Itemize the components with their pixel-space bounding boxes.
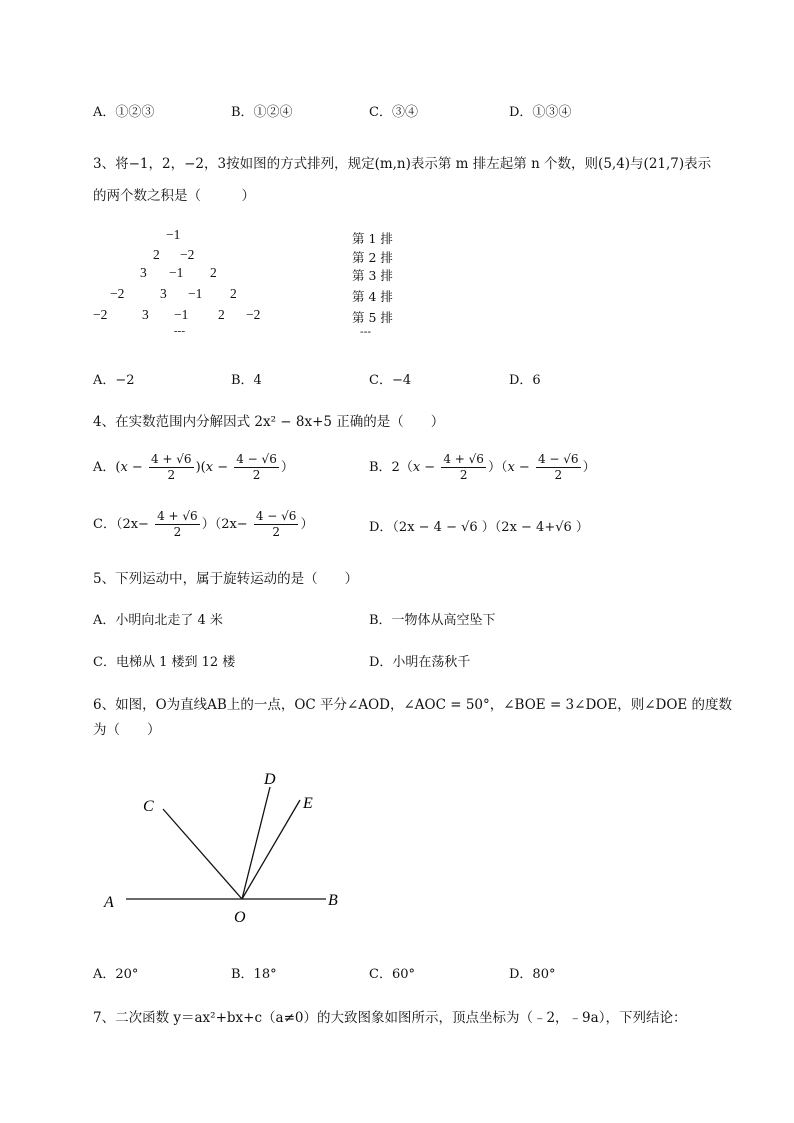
q3-option-b: B．4: [231, 373, 262, 388]
q2-option-b: B．①②④: [231, 105, 293, 120]
triangle-r3-n2: −1: [169, 265, 184, 280]
q4a-frac2-den: 2: [252, 468, 261, 482]
label-c: C: [143, 798, 154, 815]
q4c-mid: ）（2x−: [201, 517, 248, 532]
label-a: A: [104, 894, 114, 911]
row-label-3: 第 3 排: [352, 268, 393, 283]
triangle-r3-n3: 2: [210, 265, 217, 280]
q3-option-d: D．6: [509, 373, 541, 388]
ray-oc: [163, 809, 242, 899]
label-b: B: [328, 892, 338, 909]
triangle-r2-n1: 2: [153, 247, 160, 262]
row-label-1: 第 1 排: [352, 231, 393, 246]
q4c-frac2-num: 4 − √6: [255, 509, 297, 523]
q4b-frac1-den: 2: [459, 468, 468, 482]
q4c-close: ）: [300, 517, 314, 532]
q4c-frac1-num: 4 + √6: [157, 509, 198, 523]
row-label-4: 第 4 排: [352, 289, 393, 304]
triangle-r1-n1: −1: [166, 227, 181, 242]
triangle-r5-n5: −2: [246, 307, 261, 322]
q4b-prefix: B．2（: [369, 460, 413, 475]
ray-od: [242, 787, 270, 899]
label-e: E: [303, 795, 313, 812]
row-label-5: 第 5 排: [352, 310, 393, 325]
q5-option-d: D．小明在荡秋千: [369, 655, 471, 670]
q4c-frac2-den: 2: [272, 525, 280, 539]
q6-option-c: C．60°: [369, 967, 415, 982]
triangle-r3-n1: 3: [140, 265, 147, 280]
q4b-close: ）: [582, 460, 596, 475]
q5-option-a: A．小明向北走了 4 米: [93, 613, 223, 628]
q5-option-b: B．一物体从高空坠下: [369, 613, 496, 628]
q4b-frac1-num: 4 + √6: [443, 452, 484, 466]
q6-stem-line1: 6、如图，O为直线AB上的一点，OC 平分∠AOD，∠AOC = 50°，∠BOE = 3∠DOE，则∠DOE 的度数: [93, 697, 733, 713]
q5-stem: 5、下列运动中，属于旋转运动的是（ ）: [93, 571, 359, 587]
label-d: D: [264, 771, 276, 788]
q4b-x2: x −: [507, 460, 530, 475]
triangle-r4-n4: 2: [230, 286, 237, 301]
triangle-r5-n2: 3: [142, 307, 149, 322]
q3-stem-line1: 3、将−1，2，−2，3按如图的方式排列，规定(m,n)表示第 m 排左起第 n 个数，则(5,4)与(21,7)表示: [93, 156, 712, 172]
triangle-r5-n1: −2: [93, 307, 108, 322]
q5-option-c: C．电梯从 1 楼到 12 楼: [93, 655, 236, 670]
q4b-frac2-num: 4 − √6: [537, 452, 579, 466]
q4b-frac2-den: 2: [554, 468, 563, 482]
q2-option-a: A．①②③: [93, 105, 155, 120]
q4a-prefix: A．(: [93, 460, 121, 475]
q4b-mid: ）（: [487, 460, 508, 475]
q4a-frac1-den: 2: [167, 468, 176, 482]
triangle-r5-n3: −1: [174, 307, 189, 322]
label-o: O: [234, 909, 246, 926]
ray-oe: [242, 800, 300, 899]
q6-option-b: B．18°: [231, 967, 277, 982]
q3-stem-line2: 的两个数之积是（ ）: [93, 188, 255, 204]
q7-stem: 7、二次函数 y＝ax²+bx+c（a≠0）的大致图象如图所示，顶点坐标为（﹣2，﹣9a），下列结论：: [93, 1010, 687, 1026]
q3-option-c: C．−4: [369, 373, 412, 388]
triangle-r4-n3: −1: [188, 286, 203, 301]
triangle-r4-n2: 3: [160, 286, 167, 301]
q4a-frac1-num: 4 + √6: [150, 452, 192, 466]
row-label-ellipsis: ---: [360, 325, 372, 338]
q3-option-a: A．−2: [93, 373, 135, 388]
triangle-ellipsis: ---: [174, 325, 185, 337]
q2-option-d: D．①③④: [509, 105, 572, 120]
triangle-r4-n1: −2: [110, 286, 125, 301]
q2-option-c: C．③④: [369, 105, 418, 120]
q4c-frac1-den: 2: [173, 525, 182, 539]
triangle-r2-n2: −2: [180, 247, 195, 262]
q4-option-d: D．（2x − 4 − √6 ）（2x − 4+√6 ）: [369, 520, 589, 535]
q4a-frac2-num: 4 − √6: [236, 452, 277, 466]
q4a-mid: )(: [195, 460, 206, 475]
q6-option-a: A．20°: [93, 967, 139, 982]
q4a-x2: x −: [205, 460, 229, 475]
q4a-close: ）: [280, 460, 294, 475]
q4a-x1: x −: [120, 460, 143, 475]
q4-stem: 4、在实数范围内分解因式 2x² − 8x+5 正确的是（ ）: [93, 414, 445, 430]
triangle-r5-n4: 2: [218, 307, 225, 322]
q6-option-d: D．80°: [509, 967, 556, 982]
row-label-2: 第 2 排: [352, 250, 393, 265]
q4c-prefix: C．（2x−: [93, 517, 149, 532]
q4b-x1: x −: [412, 460, 436, 475]
q6-stem-line2: 为（ ）: [93, 722, 161, 738]
